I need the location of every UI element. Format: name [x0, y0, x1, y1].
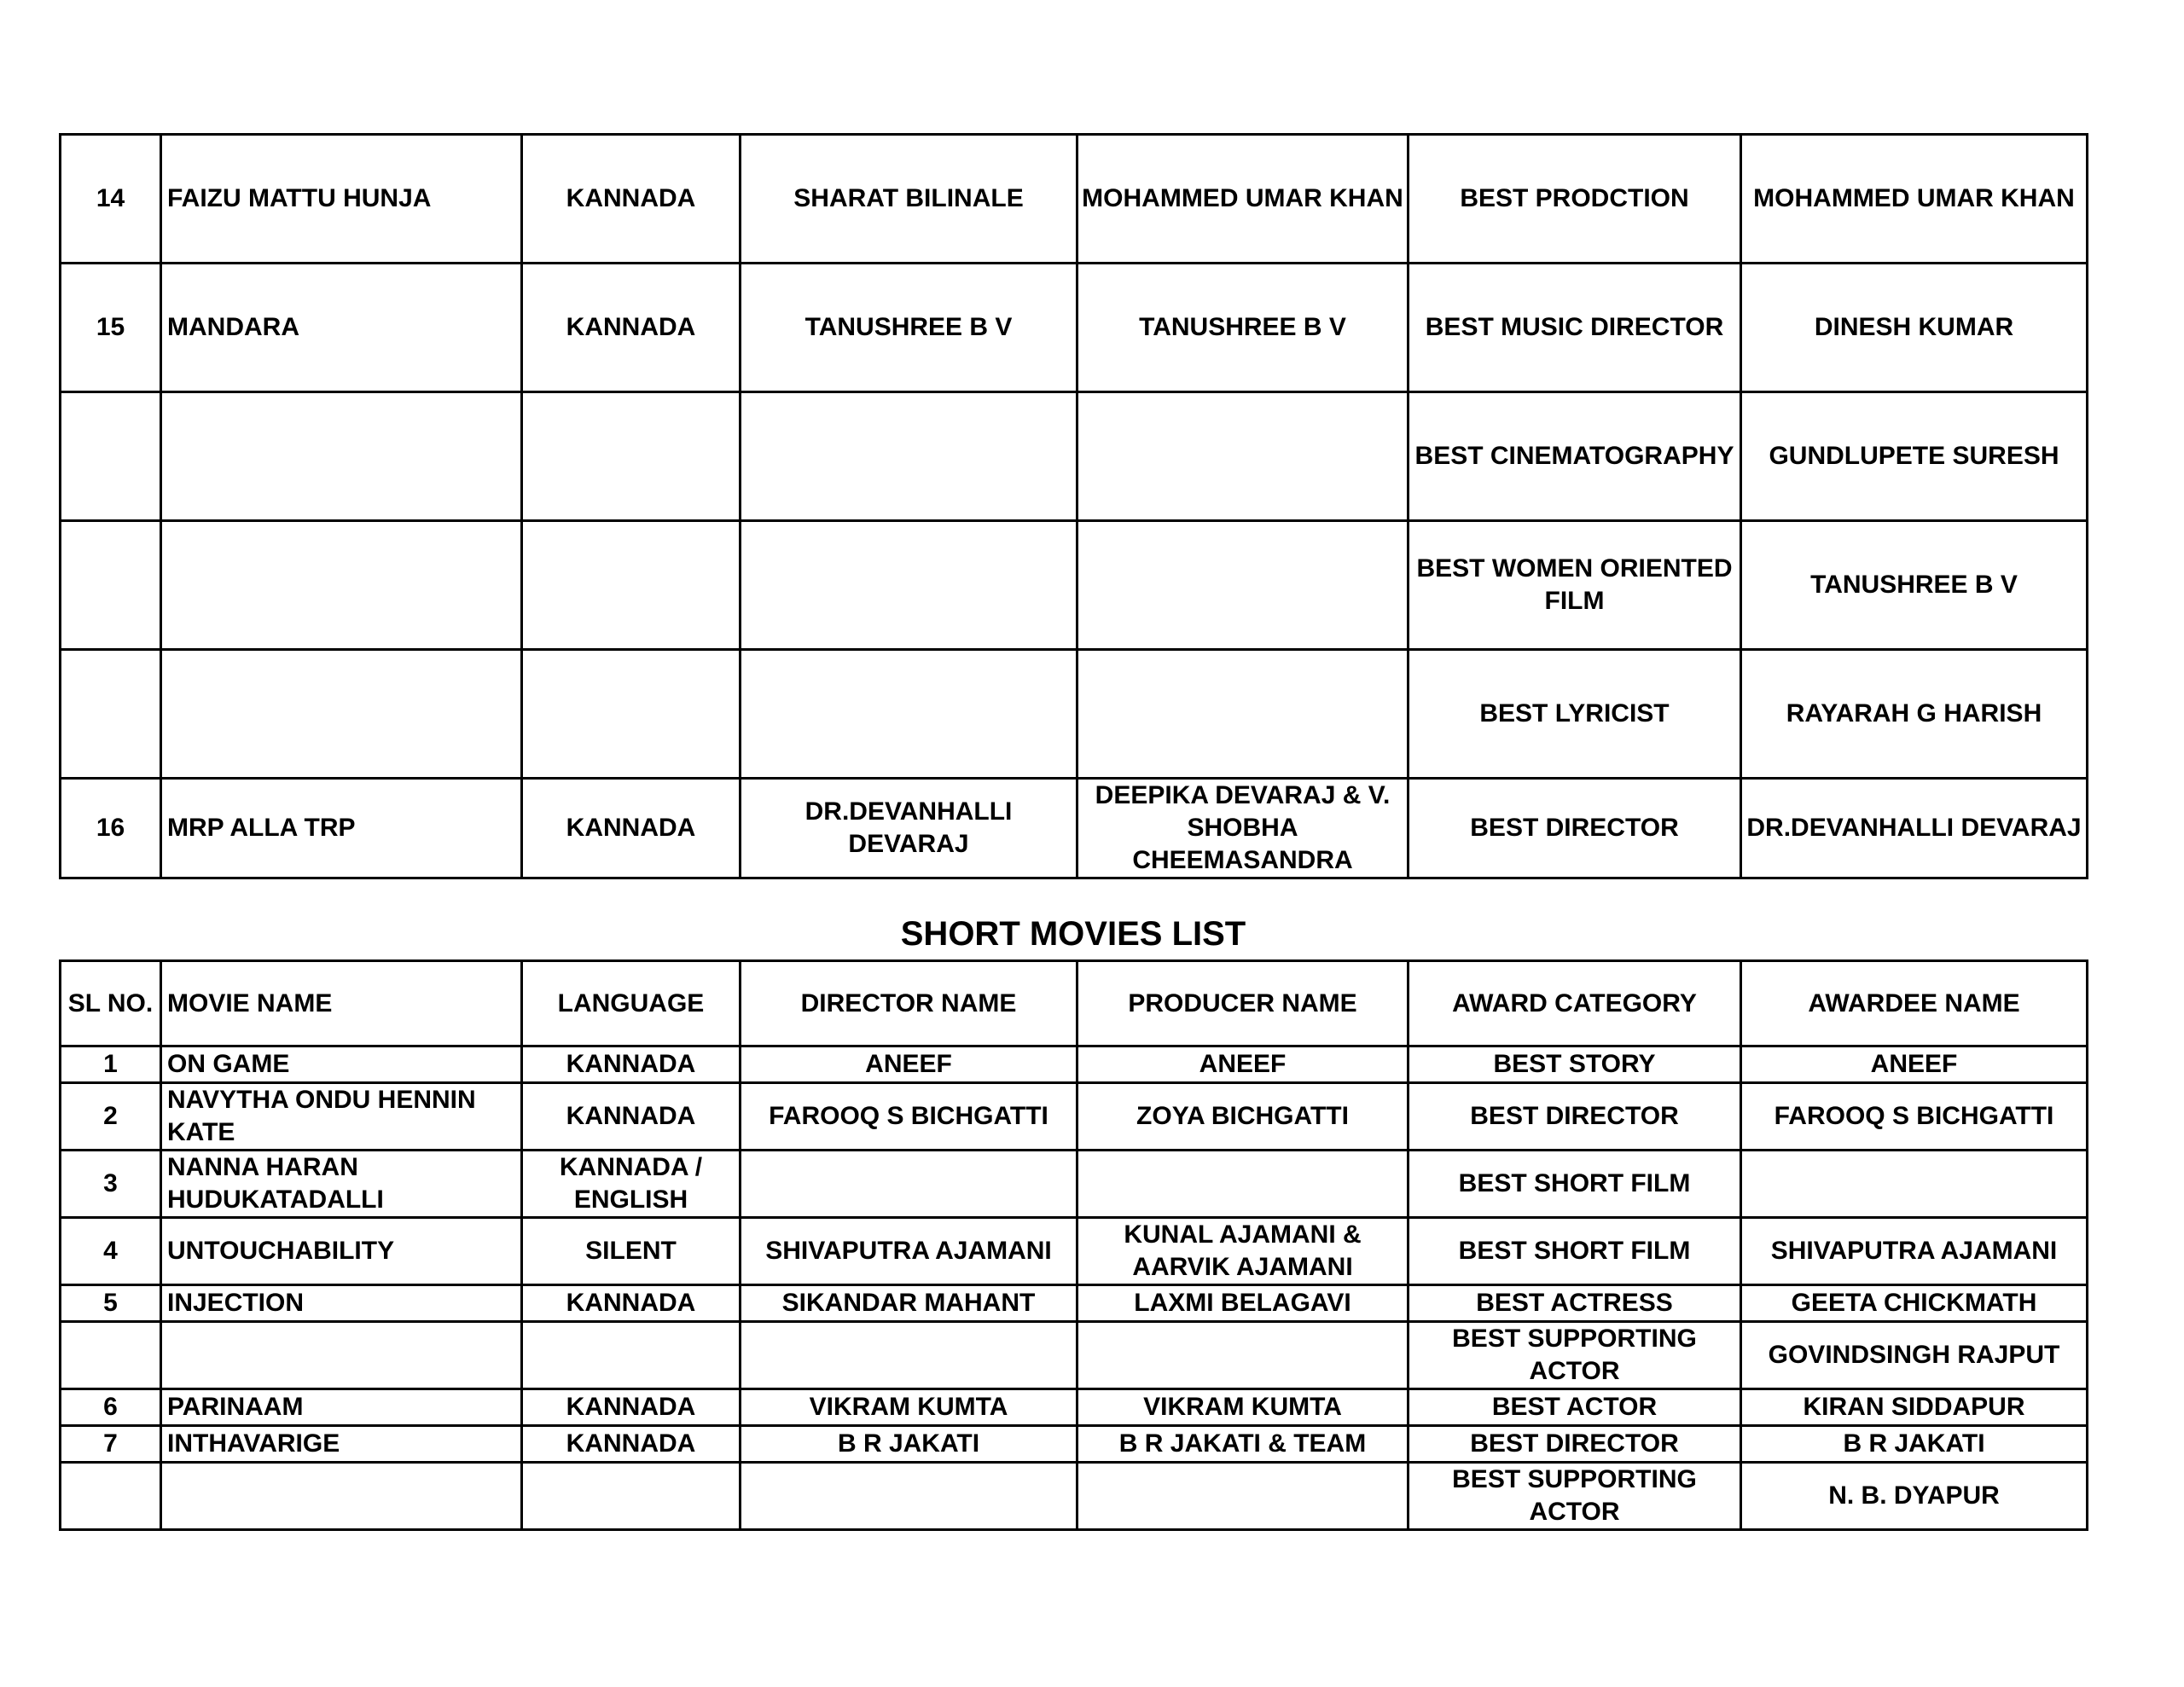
producer-name-cell — [1077, 1322, 1409, 1389]
sl-no-cell — [61, 1322, 161, 1389]
language-cell — [522, 392, 741, 521]
producer-name-cell: KUNAL AJAMANI & AARVIK AJAMANI — [1077, 1218, 1409, 1285]
awardee-name-cell: TANUSHREE B V — [1741, 521, 2088, 650]
table-row — [61, 521, 2088, 650]
director-name-cell: FAROOQ S BICHGATTI — [741, 1083, 1077, 1151]
sl-no-cell: 1 — [61, 1046, 161, 1083]
award-category-cell: BEST WOMEN ORIENTED FILM — [1409, 521, 1741, 650]
producer-name-cell: ANEEF — [1077, 1046, 1409, 1083]
language-cell: KANNADA — [522, 1389, 741, 1426]
sl-no-cell — [61, 392, 161, 521]
sl-no-cell — [61, 650, 161, 779]
awardee-name-cell: GUNDLUPETE SURESH — [1741, 392, 2088, 521]
sl-no-cell — [61, 521, 161, 650]
table-row — [61, 264, 2088, 392]
short-movies-list-title: SHORT MOVIES LIST — [900, 915, 1246, 953]
director-name-cell — [741, 392, 1077, 521]
award-category-cell: BEST STORY — [1409, 1046, 1741, 1083]
language-cell: KANNADA — [522, 264, 741, 392]
award-category-cell: BEST ACTOR — [1409, 1389, 1741, 1426]
movie-name-cell: FAIZU MATTU HUNJA — [161, 135, 522, 264]
table-row — [61, 1151, 2088, 1218]
director-name-cell: SHARAT BILINALE — [741, 135, 1077, 264]
sl-no-cell: 3 — [61, 1151, 161, 1218]
awardee-name-cell: B R JAKATI — [1741, 1426, 2088, 1463]
header-movie-name: MOVIE NAME — [161, 961, 522, 1046]
sl-no-cell: 15 — [61, 264, 161, 392]
language-cell — [522, 521, 741, 650]
director-name-cell — [741, 1151, 1077, 1218]
movie-name-cell: MRP ALLA TRP — [161, 779, 522, 878]
header-language: LANGUAGE — [522, 961, 741, 1046]
director-name-cell: ANEEF — [741, 1046, 1077, 1083]
award-category-cell: BEST ACTRESS — [1409, 1285, 1741, 1322]
table-row — [61, 1322, 2088, 1389]
award-category-cell: BEST SUPPORTING ACTOR — [1409, 1463, 1741, 1530]
table-row — [61, 1046, 2088, 1083]
movie-name-cell: NANNA HARAN HUDUKATADALLI — [161, 1151, 522, 1218]
producer-name-cell — [1077, 1463, 1409, 1530]
director-name-cell — [741, 650, 1077, 779]
table-row — [61, 392, 2088, 521]
language-cell — [522, 650, 741, 779]
language-cell: KANNADA — [522, 1083, 741, 1151]
movie-name-cell: NAVYTHA ONDU HENNIN KATE — [161, 1083, 522, 1151]
table-row — [61, 1083, 2088, 1151]
producer-name-cell: B R JAKATI & TEAM — [1077, 1426, 1409, 1463]
header-award-category: AWARD CATEGORY — [1409, 961, 1741, 1046]
director-name-cell: SIKANDAR MAHANT — [741, 1285, 1077, 1322]
director-name-cell: TANUSHREE B V — [741, 264, 1077, 392]
awardee-name-cell: SHIVAPUTRA AJAMANI — [1741, 1218, 2088, 1285]
producer-name-cell: ZOYA BICHGATTI — [1077, 1083, 1409, 1151]
movie-name-cell — [161, 392, 522, 521]
movie-name-cell: PARINAAM — [161, 1389, 522, 1426]
sl-no-cell: 4 — [61, 1218, 161, 1285]
director-name-cell: B R JAKATI — [741, 1426, 1077, 1463]
language-cell: KANNADA — [522, 779, 741, 878]
awards-table-continued — [59, 133, 2088, 879]
language-cell: KANNADA — [522, 135, 741, 264]
awardee-name-cell: RAYARAH G HARISH — [1741, 650, 2088, 779]
producer-name-cell: MOHAMMED UMAR KHAN — [1077, 135, 1409, 264]
language-cell: KANNADA — [522, 1046, 741, 1083]
movie-name-cell — [161, 650, 522, 779]
awardee-name-cell: DINESH KUMAR — [1741, 264, 2088, 392]
movie-name-cell: UNTOUCHABILITY — [161, 1218, 522, 1285]
award-category-cell: BEST PRODCTION — [1409, 135, 1741, 264]
awardee-name-cell: MOHAMMED UMAR KHAN — [1741, 135, 2088, 264]
language-cell: SILENT — [522, 1218, 741, 1285]
table-row — [61, 1426, 2088, 1463]
header-awardee-name: AWARDEE NAME — [1741, 961, 2088, 1046]
awardee-name-cell: FAROOQ S BICHGATTI — [1741, 1083, 2088, 1151]
movie-name-cell: INJECTION — [161, 1285, 522, 1322]
sl-no-cell: 2 — [61, 1083, 161, 1151]
movie-name-cell: ON GAME — [161, 1046, 522, 1083]
director-name-cell — [741, 1463, 1077, 1530]
producer-name-cell — [1077, 392, 1409, 521]
award-category-cell: BEST SHORT FILM — [1409, 1218, 1741, 1285]
table-row — [61, 1389, 2088, 1426]
producer-name-cell: VIKRAM KUMTA — [1077, 1389, 1409, 1426]
producer-name-cell: LAXMI BELAGAVI — [1077, 1285, 1409, 1322]
header-director-name: DIRECTOR NAME — [741, 961, 1077, 1046]
awardee-name-cell: KIRAN SIDDAPUR — [1741, 1389, 2088, 1426]
sl-no-cell: 7 — [61, 1426, 161, 1463]
movie-name-cell — [161, 1463, 522, 1530]
producer-name-cell — [1077, 650, 1409, 779]
language-cell: KANNADA — [522, 1285, 741, 1322]
sl-no-cell: 6 — [61, 1389, 161, 1426]
director-name-cell — [741, 1322, 1077, 1389]
sl-no-cell: 5 — [61, 1285, 161, 1322]
sl-no-cell — [61, 1463, 161, 1530]
movie-name-cell — [161, 1322, 522, 1389]
sl-no-cell: 14 — [61, 135, 161, 264]
short-movies-table — [59, 959, 2088, 1531]
table-row — [61, 779, 2088, 878]
movie-name-cell — [161, 521, 522, 650]
awardee-name-cell — [1741, 1151, 2088, 1218]
award-category-cell: BEST DIRECTOR — [1409, 1083, 1741, 1151]
award-category-cell: BEST MUSIC DIRECTOR — [1409, 264, 1741, 392]
table-row — [61, 135, 2088, 264]
awardee-name-cell: GOVINDSINGH RAJPUT — [1741, 1322, 2088, 1389]
award-category-cell: BEST DIRECTOR — [1409, 1426, 1741, 1463]
table-row — [61, 1463, 2088, 1530]
table-header-row — [61, 961, 2088, 1046]
award-category-cell: BEST CINEMATOGRAPHY — [1409, 392, 1741, 521]
sl-no-cell: 16 — [61, 779, 161, 878]
movie-name-cell: MANDARA — [161, 264, 522, 392]
director-name-cell: SHIVAPUTRA AJAMANI — [741, 1218, 1077, 1285]
producer-name-cell: DEEPIKA DEVARAJ & V. SHOBHA CHEEMASANDRA — [1077, 779, 1409, 878]
producer-name-cell — [1077, 1151, 1409, 1218]
director-name-cell — [741, 521, 1077, 650]
awardee-name-cell: DR.DEVANHALLI DEVARAJ — [1741, 779, 2088, 878]
producer-name-cell: TANUSHREE B V — [1077, 264, 1409, 392]
award-category-cell: BEST SHORT FILM — [1409, 1151, 1741, 1218]
table-row — [61, 1285, 2088, 1322]
table-row — [61, 650, 2088, 779]
language-cell — [522, 1463, 741, 1530]
awardee-name-cell: ANEEF — [1741, 1046, 2088, 1083]
award-category-cell: BEST DIRECTOR — [1409, 779, 1741, 878]
movie-name-cell: INTHAVARIGE — [161, 1426, 522, 1463]
director-name-cell: DR.DEVANHALLI DEVARAJ — [741, 779, 1077, 878]
director-name-cell: VIKRAM KUMTA — [741, 1389, 1077, 1426]
language-cell: KANNADA — [522, 1426, 741, 1463]
awardee-name-cell: N. B. DYAPUR — [1741, 1463, 2088, 1530]
header-sl-no: SL NO. — [61, 961, 161, 1046]
award-category-cell: BEST LYRICIST — [1409, 650, 1741, 779]
language-cell: KANNADA / ENGLISH — [522, 1151, 741, 1218]
language-cell — [522, 1322, 741, 1389]
table-row — [61, 1218, 2088, 1285]
award-category-cell: BEST SUPPORTING ACTOR — [1409, 1322, 1741, 1389]
awardee-name-cell: GEETA CHICKMATH — [1741, 1285, 2088, 1322]
header-producer-name: PRODUCER NAME — [1077, 961, 1409, 1046]
producer-name-cell — [1077, 521, 1409, 650]
